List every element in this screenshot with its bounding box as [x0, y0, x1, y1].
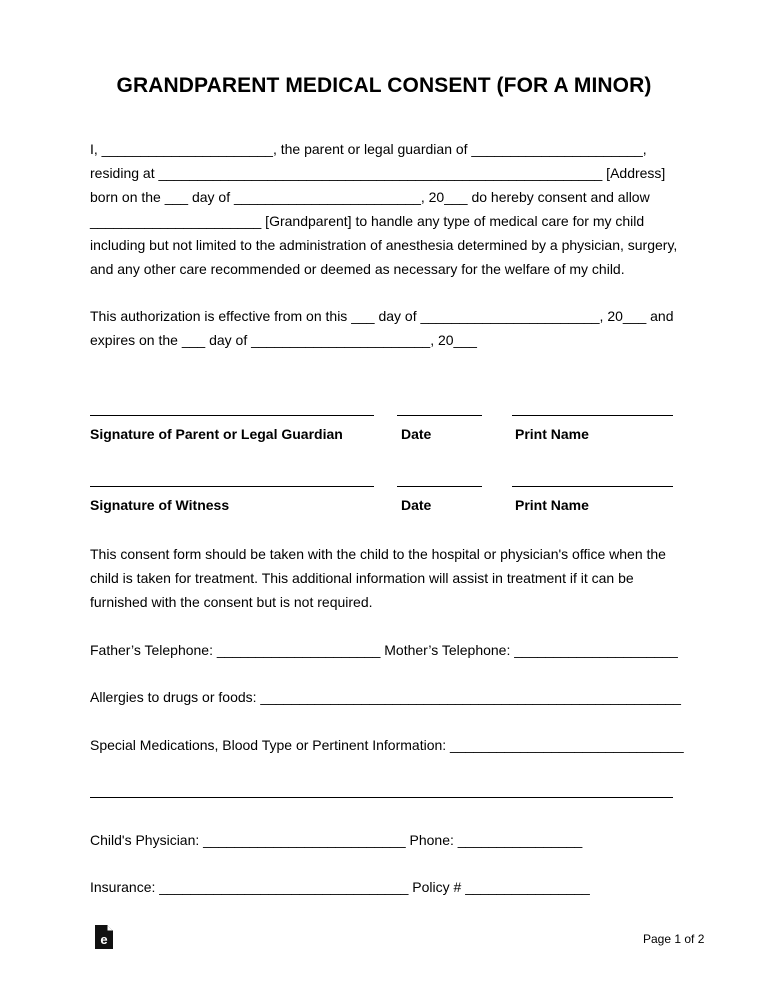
allergies-field[interactable]: Allergies to drugs or foods: ______________________________________________________ — [90, 689, 681, 705]
document-title: GRANDPARENT MEDICAL CONSENT (FOR A MINOR) — [116, 74, 652, 97]
parent-date-line[interactable] — [397, 415, 482, 416]
special-info-continuation-line[interactable] — [90, 797, 673, 798]
witness-print-name-label: Print Name — [515, 497, 589, 513]
consent-line-2: residing at _________________________________________________________ [Address] — [90, 165, 666, 181]
parent-print-name-line[interactable] — [512, 415, 673, 416]
consent-line-3: born on the ___ day of ________________________, 20___ do hereby consent and allow — [90, 189, 650, 205]
witness-signature-line[interactable] — [90, 486, 374, 487]
consent-line-1: I, ______________________, the parent or legal guardian of ______________________, — [90, 141, 647, 157]
physician-field[interactable]: Child's Physician: __________________________ Phone: ________________ — [90, 832, 583, 848]
authorization-line-2: expires on the ___ day of _______________________, 20___ — [90, 332, 477, 348]
witness-date-line[interactable] — [397, 486, 482, 487]
insurance-field[interactable]: Insurance: ________________________________ Policy # ________________ — [90, 879, 590, 895]
parent-print-name-label: Print Name — [515, 426, 589, 442]
info-line-1: This consent form should be taken with the child to the hospital or physician's office when the — [90, 546, 666, 562]
info-line-3: furnished with the consent but is not required. — [90, 594, 373, 610]
parent-date-label: Date — [401, 426, 432, 442]
svg-text:e: e — [100, 932, 108, 947]
consent-line-4: ______________________ [Grandparent] to handle any type of medical care for my child — [90, 213, 645, 229]
page-number: Page 1 of 2 — [643, 932, 705, 946]
parent-signature-line[interactable] — [90, 415, 374, 416]
eforms-logo-icon — [93, 924, 115, 950]
consent-line-6: and any other care recommended or deemed as necessary for the welfare of my child. — [90, 261, 625, 277]
special-info-field[interactable]: Special Medications, Blood Type or Pertinent Information: ______________________________ — [90, 737, 684, 753]
telephone-fields[interactable]: Father’s Telephone: _____________________ Mother’s Telephone: _____________________ — [90, 642, 678, 658]
witness-signature-label: Signature of Witness — [90, 497, 230, 513]
info-line-2: child is taken for treatment. This additional information will assist in treatment if it can be — [90, 570, 634, 586]
witness-print-name-line[interactable] — [512, 486, 673, 487]
authorization-line-1: This authorization is effective from on this ___ day of _______________________, 20___ and — [90, 308, 674, 324]
parent-signature-label: Signature of Parent or Legal Guardian — [90, 426, 343, 442]
consent-line-5: including but not limited to the administration of anesthesia determined by a physician, surgery, — [90, 237, 678, 253]
witness-date-label: Date — [401, 497, 432, 513]
